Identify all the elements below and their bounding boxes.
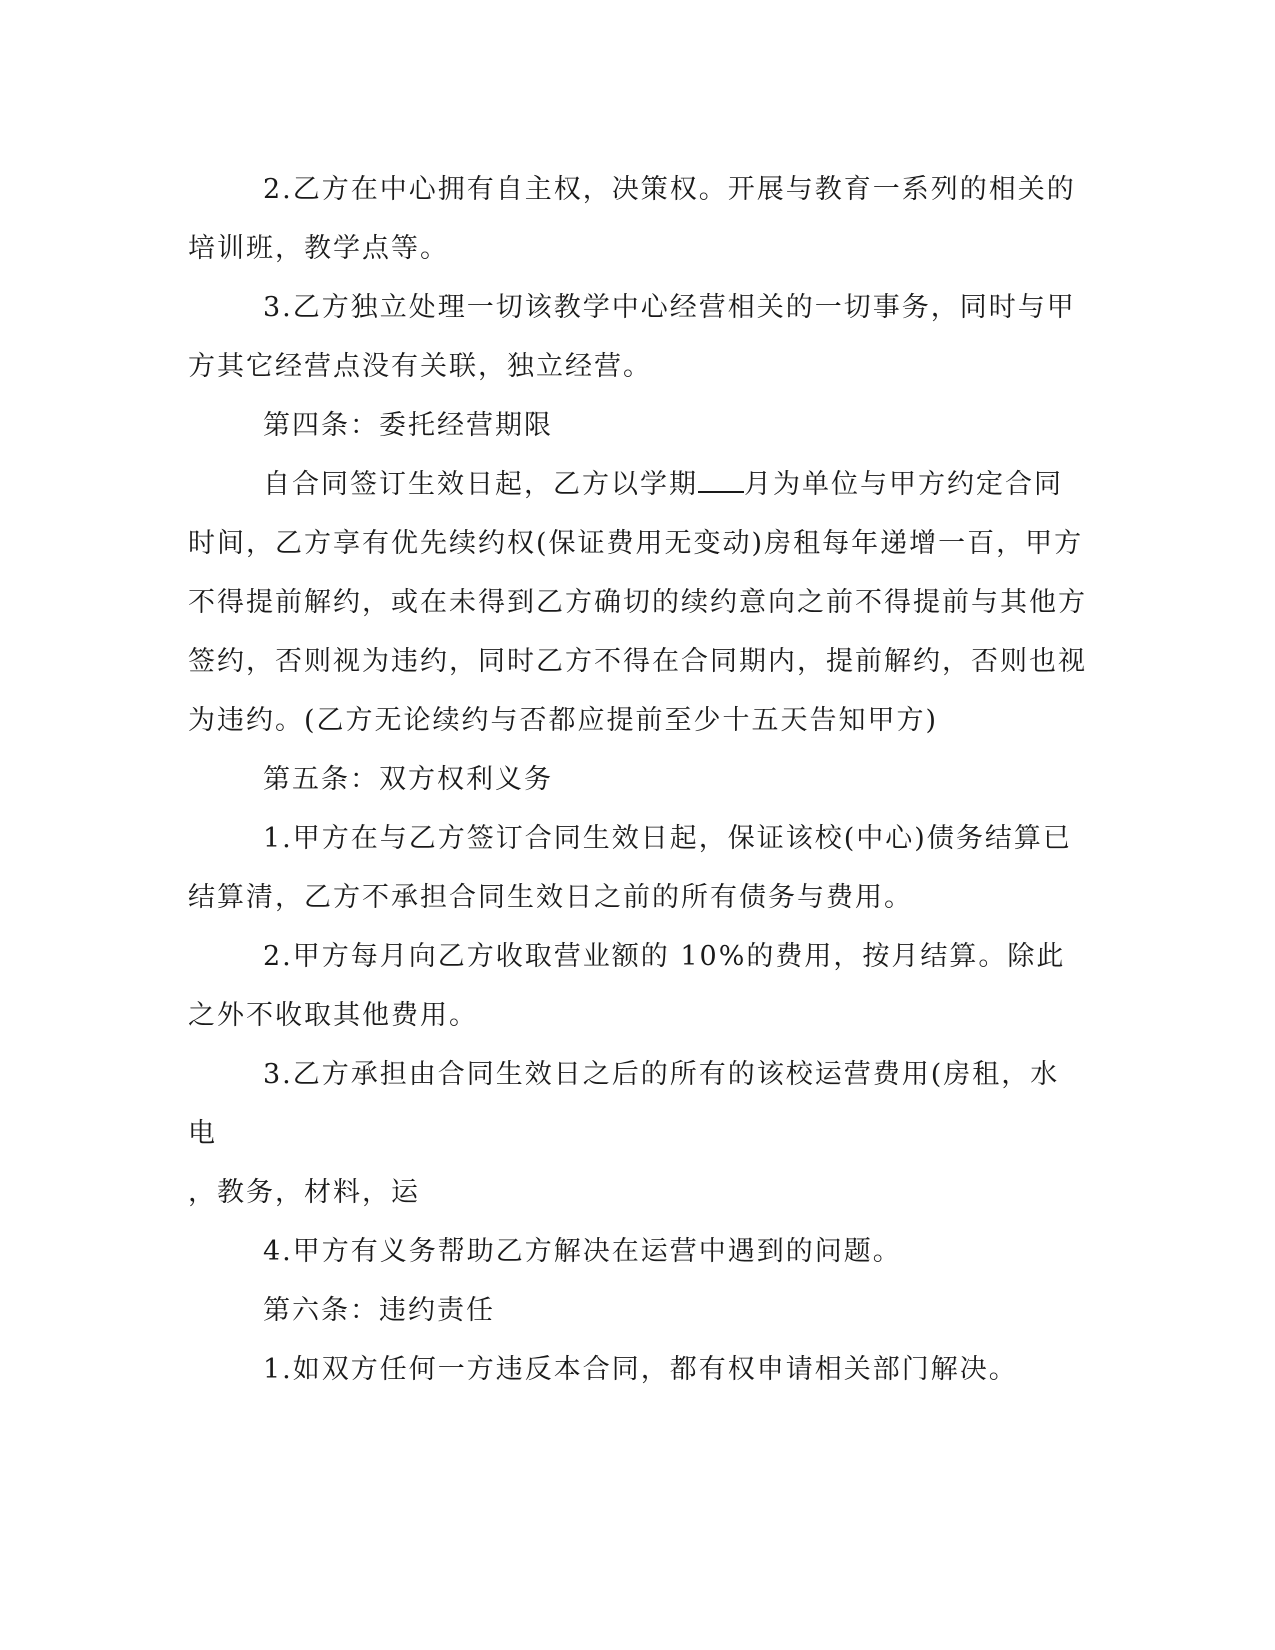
document-body <box>188 160 1088 1399</box>
paragraph-clause-4-term <box>188 455 1088 750</box>
fill-in-blank <box>698 469 744 493</box>
paragraph-clause-3-item-2: 2.乙方在中心拥有自主权，决策权。开展与教育一系列的相关的培训班，教学点等。 <box>188 174 1076 264</box>
heading-clause-4: 第四条：委托经营期限 <box>263 410 553 441</box>
paragraph-clause-6-item-1: 1.如双方任何一方违反本合同，都有权申请相关部门解决。 <box>263 1354 1018 1385</box>
term-text-after-blank: 月为单位与甲方约定合同时间，乙方享有优先续约权(保证费用无变动)房租每年递增一百，甲方不得提前解约，或在未得到乙方确切的续约意向之前不得提前与其他方签约，否则视为违约，同时乙方不得在合同期内，提前解约，否则也视为违约。(乙方无论续约与否都应提前至少十五天告知甲方) <box>188 469 1087 736</box>
heading-clause-6: 第六条：违约责任 <box>263 1295 495 1326</box>
paragraph-clause-3-item-3: 3.乙方独立处理一切该教学中心经营相关的一切事务，同时与甲方其它经营点没有关联，独立经营。 <box>188 292 1076 382</box>
paragraph-clause-5-item-4: 4.甲方有义务帮助乙方解决在运营中遇到的问题。 <box>263 1236 902 1267</box>
paragraph-clause-5-item-2: 2.甲方每月向乙方收取营业额的 10%的费用，按月结算。除此之外不收取其他费用。 <box>188 941 1066 1031</box>
paragraph-clause-5-item-1: 1.甲方在与乙方签订合同生效日起，保证该校(中心)债务结算已结算清，乙方不承担合同生效日之前的所有债务与费用。 <box>188 823 1072 913</box>
paragraph-clause-5-item-3-line-2: ，教务，材料，运 <box>188 1177 420 1208</box>
heading-clause-5: 第五条：双方权利义务 <box>263 764 553 795</box>
paragraph-clause-5-item-3-line-1: 3.乙方承担由合同生效日之后的所有的该校运营费用(房租，水电 <box>188 1059 1060 1149</box>
term-text-before-blank: 自合同签订生效日起，乙方以学期 <box>263 469 698 500</box>
